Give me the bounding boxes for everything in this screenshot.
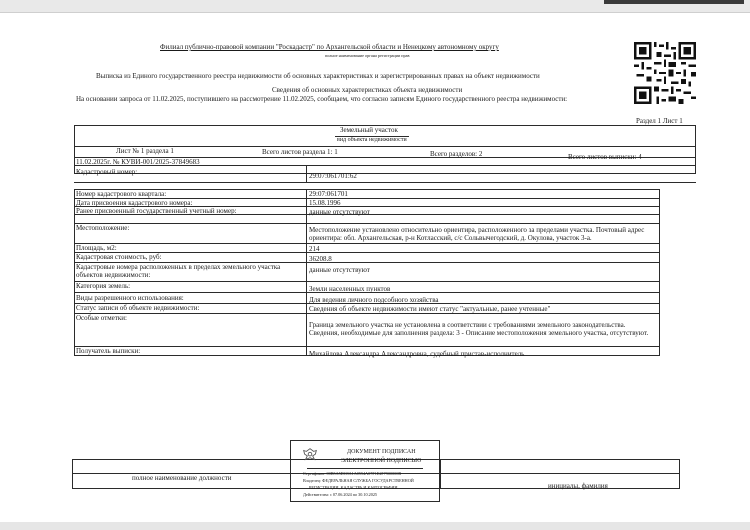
property-label: Категория земель: — [76, 282, 131, 290]
sheets-total-extract: Всего листов выписки: 4 — [568, 153, 642, 161]
scan-dark-strip — [604, 0, 744, 4]
divider — [440, 459, 441, 489]
property-value: Земли населенных пунктов — [309, 285, 391, 293]
org-name: Филиал публично-правовой компании "Роскадастр" по Архангельской области и Ненецкому автономному округу — [160, 43, 499, 51]
extract-title: Выписка из Единого государственного реестра недвижимости об основных характеристиках и зарегистрированных правах на объект недвижимости — [96, 72, 540, 80]
property-label: Виды разрешенного использования: — [76, 294, 184, 302]
stamp-validity: Действителен: с 07.06.2024 по 30.10.2025 — [303, 492, 378, 497]
property-label: Дата присвоения кадастрового номера: — [76, 199, 193, 207]
electronic-signature-stamp — [290, 440, 440, 502]
property-value: 214 — [309, 245, 320, 253]
property-value: Граница земельного участка не установлена в соответствии с требованиями земельного законодательства. Сведения, необходимые для заполнения раздела: 3 - Описание местоположения земельного участка, отсутствуют. — [309, 321, 649, 338]
org-caption: полное наименование органа регистрации прав — [325, 53, 410, 58]
stamp-owner-1: Владелец: ФЕДЕРАЛЬНАЯ СЛУЖБА ГОСУДАРСТВЕННОЙ — [303, 478, 414, 483]
property-label: Площадь, м2: — [76, 244, 117, 252]
property-label: Кадастровая стоимость, руб: — [76, 253, 162, 261]
page-bottom-edge — [0, 522, 750, 530]
property-label: Получатель выписки: — [76, 347, 141, 355]
property-label: Номер кадастрового квартала: — [76, 190, 167, 198]
property-value: Для ведения личного подсобного хозяйства — [309, 296, 439, 304]
coat-of-arms-icon — [301, 446, 319, 464]
section-title: Сведения об основных характеристиках объекта недвижимости — [272, 86, 463, 94]
property-value: Сведения об объекте недвижимости имеют статус "актуальные, ранее учтенные" — [309, 305, 551, 313]
stamp-owner-2: РЕГИСТРАЦИИ, КАДАСТРА И КАРТОГРАФИИ — [309, 485, 398, 490]
stamp-title-2: ЭЛЕКТРОННОЙ ПОДПИСЬЮ — [341, 458, 422, 464]
object-caption: вид объекта недвижимости — [337, 137, 407, 143]
divider — [306, 165, 307, 183]
page-top-edge — [0, 0, 750, 13]
stamp-divider — [307, 468, 423, 469]
section-sheet: Раздел 1 Лист 1 — [636, 117, 683, 125]
property-value: Местоположение установлено относительно ориентира, расположенного за пределами участка. Почтовый адрес ориентира: обл. Архангельская, р-н Котласский, с/с Сольвычегодский, д. Окулова, участок 3-а. — [309, 226, 645, 243]
sheet-number: Лист № 1 раздела 1 — [116, 147, 174, 155]
property-value: Михайлова Александра Александровна, судебный пристав-исполнитель — [309, 350, 525, 358]
position-caption: полное наименование должности — [132, 474, 232, 482]
property-label: Кадастровые номера расположенных в пределах земельного участка объектов недвижимости: — [76, 263, 281, 280]
object-type: Земельный участок — [340, 126, 398, 134]
property-label: Особые отметки: — [76, 314, 127, 322]
property-label: Местоположение: — [76, 224, 130, 232]
initials-caption: инициалы, фамилия — [548, 482, 608, 490]
stamp-certificate: Сертификат: 00B5A5DC8A1A0554A07F1E2F7900000B — [303, 471, 402, 476]
stamp-title-1: ДОКУМЕНТ ПОДПИСАН — [347, 449, 416, 455]
sheets-total-section: Всего листов раздела 1: 1 — [262, 148, 338, 156]
extract-date-number: 11.02.2025г. № КУВИ-001/2025-37849683 — [76, 158, 200, 166]
property-value: 15.08.1996 — [309, 199, 341, 207]
sections-total: Всего разделов: 2 — [430, 150, 483, 158]
property-label: Статус записи об объекте недвижимости: — [76, 304, 200, 312]
divider — [74, 182, 696, 183]
property-value: данные отсутствуют — [309, 266, 370, 274]
cadastral-number-value: 29:07:061701:62 — [309, 172, 357, 180]
qr-code-icon — [634, 42, 696, 104]
request-line: На основании запроса от 11.02.2025, поступившего на рассмотрение 11.02.2025, сообщаем, что согласно записям Единого государственного реестра недвижимости: — [76, 95, 568, 103]
cadastral-number-label: Кадастровый номер: — [76, 168, 138, 176]
property-label: Ранее присвоенный государственный учетный номер: — [76, 207, 237, 215]
property-value: 29:07:061701 — [309, 190, 348, 198]
property-value: 36208.8 — [309, 255, 332, 263]
property-value: данные отсутствуют — [309, 208, 370, 216]
